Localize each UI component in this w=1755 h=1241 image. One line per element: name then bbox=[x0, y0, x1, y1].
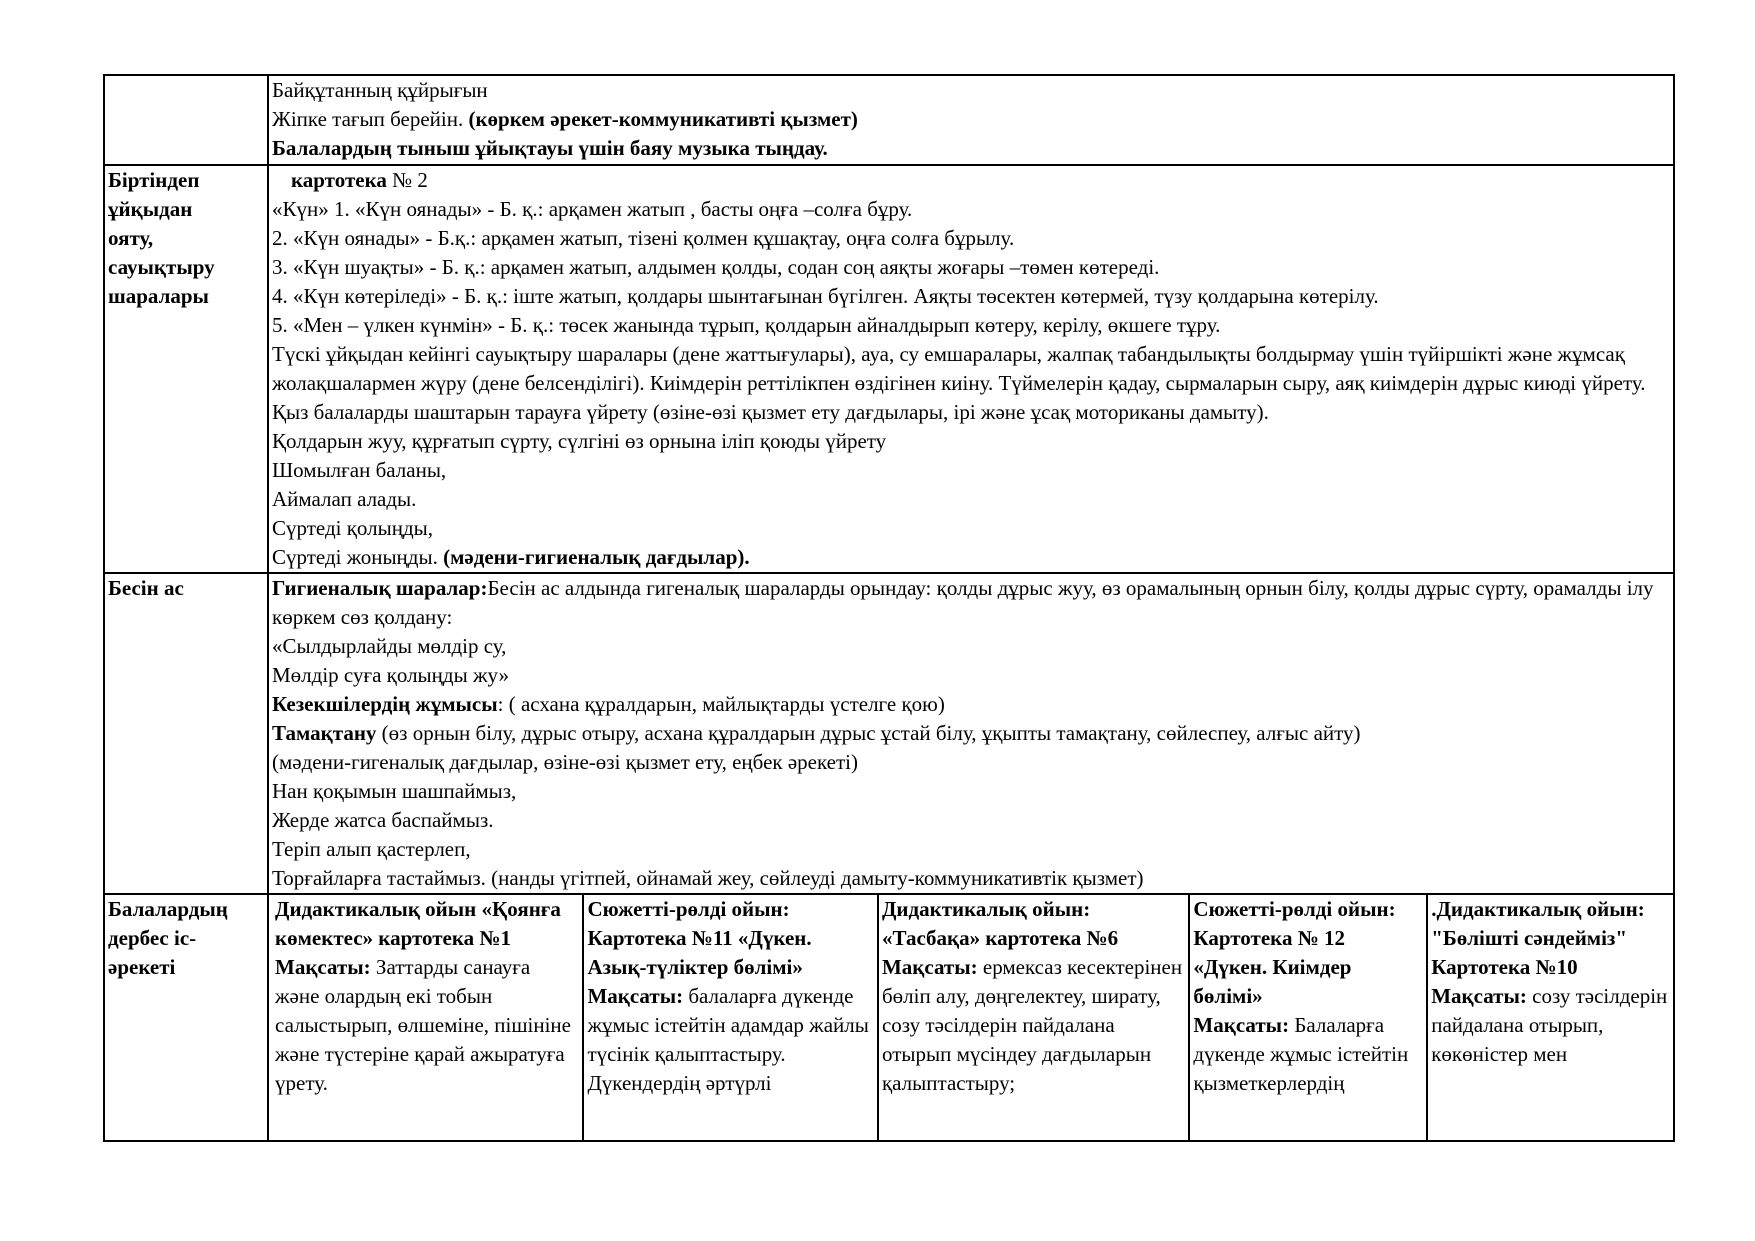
bold-fragment: (мәдени-гигиеналық дағдылар). bbox=[443, 545, 750, 569]
bold-fragment: Гигиеналық шаралар: bbox=[272, 576, 488, 600]
aim-text: ермексаз кесектерінен бөліп алу, дөңгелектеу, ширату, созу тәсілдерін пайдалана отырып мүсіндеу дағдыларын қалыптастыру; bbox=[881, 955, 1183, 1095]
aim-text: созу тәсілдерін пайдалана отырып, көкөністер мен bbox=[1431, 984, 1668, 1066]
exercise-item: 4. «Күн көтеріледі» - Б. қ.: іште жатып, қолдары шынтағынан бүгілген. Аяқты төсектен көтермей, түзу қолдарына көтерілу. bbox=[272, 284, 1379, 308]
game-column bbox=[877, 895, 1188, 1140]
aim-label: Мақсаты: bbox=[1193, 1013, 1290, 1037]
exercise-item: «Күн» 1. «Күн оянады» - Б. қ.: арқамен жатып , басты оңға –солға бұру. bbox=[272, 197, 913, 221]
game-title: Сюжетті-рөлді ойын: Картотека №11 «Дүкен. Азық-түліктер бөлімі» bbox=[587, 897, 812, 979]
text-fragment: : ( асхана құралдарын, майлықтарды үстелге қою) bbox=[497, 692, 945, 716]
exercise-item: 2. «Күн оянады» - Б.қ.: арқамен жатып, тізені қолмен құшақтау, оңға солға бұрылу. bbox=[272, 226, 1015, 250]
text-fragment: № 2 bbox=[386, 168, 428, 192]
bold-fragment: Тамақтану bbox=[272, 721, 377, 745]
verse-line: Теріп алып қастерлеп, bbox=[272, 837, 471, 861]
game-title: Сюжетті-рөлді ойын: Картотека № 12 «Дүкен. Киімдер бөлімі» bbox=[1193, 897, 1396, 1008]
row-content bbox=[268, 573, 1674, 894]
aim-text: Балаларға дүкенде жұмыс істейтін қызметкерлердің bbox=[1193, 1013, 1409, 1095]
label-line: дербес іс- bbox=[108, 926, 197, 950]
text-fragment: Жіпке тағып берейін. bbox=[272, 107, 469, 131]
text-line: Байқұтанның құйрығын bbox=[272, 78, 488, 102]
game-column bbox=[582, 895, 877, 1140]
poem-line: Шомылған баланы, bbox=[272, 458, 447, 482]
game-title: Дидактикалық ойын: «Тасбақа» картотека №6 bbox=[881, 897, 1119, 950]
row-content bbox=[268, 75, 1674, 165]
card-heading bbox=[272, 166, 1671, 195]
label-line: ұйқыдан bbox=[108, 197, 193, 221]
label-line: шаралары bbox=[108, 284, 209, 308]
exercise-item: 3. «Күн шуақты» - Б. қ.: арқамен жатып, алдымен қолды, содан соң аяқты жоғары –төмен көтереді. bbox=[272, 255, 1160, 279]
exercise-item: 5. «Мен – үлкен күнмін» - Б. қ.: төсек жанында тұрып, қолдарын айналдырып көтеру, керілу, өкшеге тұру. bbox=[272, 313, 1221, 337]
duty-line bbox=[272, 690, 1671, 719]
verse-line: Мөлдір суға қолыңды жу» bbox=[272, 663, 509, 687]
label-line: Біртіндеп bbox=[108, 168, 200, 192]
eating-line bbox=[272, 719, 1671, 748]
paragraph bbox=[272, 574, 1671, 632]
text-line bbox=[272, 105, 1671, 134]
aim-label: Мақсаты: bbox=[587, 984, 684, 1008]
game-column bbox=[1426, 895, 1671, 1140]
aim-label: Мақсаты: bbox=[275, 955, 371, 979]
row-label bbox=[104, 75, 268, 165]
row-label bbox=[104, 894, 268, 1141]
text-line: (мәдени-гигеналық дағдылар, өзіне-өзі қызмет ету, еңбек әрекеті) bbox=[272, 750, 859, 774]
row-lullaby bbox=[104, 75, 1674, 165]
aim-text: Заттарды санауға және олардың екі тобын салыстырып, өлшеміне, пішініне және түстеріне қарай ажыратуға үрету. bbox=[275, 955, 571, 1095]
row-label bbox=[104, 165, 268, 573]
row-independent-activity bbox=[104, 894, 1674, 1141]
games-cell bbox=[268, 894, 1674, 1141]
aim-text: балаларға дүкенде жұмыс істейтін адамдар жайлы түсінік қалыптастыру. Дүкендердің әртүрлі bbox=[587, 984, 869, 1095]
game-title: .Дидактикалық ойын: "Бөлішті сәндейміз" Картотека №10 bbox=[1431, 897, 1645, 979]
bold-line: Балалардың тыныш ұйықтауы үшін баяу музыка тыңдау. bbox=[272, 136, 828, 160]
bold-fragment: (көркем әрекет-коммуникативті қызмет) bbox=[468, 107, 858, 131]
label-line: Балалардың bbox=[108, 897, 228, 921]
paragraph: Түскі ұйқыдан кейінгі сауықтыру шаралары (дене жаттығулары), ауа, су емшаралары, жалпақ табандылықты болдырмау үшін түйіршікті және жұмсақ жолақшалармен жүру (дене белсенділігі). Киімдерін реттілікпен өздігінен киіну. Түймелерін қадау, сырмаларын сыру, аяқ киімдерін дұрыс киюді үйрету. Қыз балаларды шаштарын тарауға үйрету (өзіне-өзі қызмет ету дағдылары, ірі және ұсақ моториканы дамыту). bbox=[272, 342, 1646, 424]
row-afternoon-snack bbox=[104, 573, 1674, 894]
row-label: Бесін ас bbox=[104, 573, 268, 894]
poem-line: Қолдарын жуу, құрғатып сүрту, сүлгіні өз орнына іліп қоюды үйрету bbox=[272, 429, 887, 453]
verse-line: «Сылдырлайды мөлдір су, bbox=[272, 634, 507, 658]
row-content bbox=[268, 165, 1674, 573]
games-columns bbox=[272, 895, 1671, 1140]
poem-line: Сүртеді қолыңды, bbox=[272, 516, 434, 540]
text-fragment: Сүртеді жоныңды. bbox=[272, 545, 444, 569]
bold-fragment: Кезекшілердің жұмысы bbox=[272, 692, 498, 716]
daily-plan-table bbox=[103, 74, 1675, 1142]
game-column bbox=[272, 895, 582, 1140]
verse-line: Нан қоқымын шашпаймыз, bbox=[272, 779, 517, 803]
bold-fragment: картотека bbox=[291, 168, 387, 192]
label-line: ояту, bbox=[108, 226, 154, 250]
poem-line bbox=[272, 543, 1671, 572]
row-wakeup bbox=[104, 165, 1674, 573]
game-column bbox=[1188, 895, 1426, 1140]
text-fragment: Бесін ас алдында гигеналық шараларды орындау: қолды дұрыс жуу, өз орамалының орнын білу, қолды дұрыс сүрту, орамалды ілу көркем сөз қолдану: bbox=[272, 576, 1654, 629]
aim-label: Мақсаты: bbox=[881, 955, 978, 979]
game-title: Дидактикалық ойын «Қоянға көмектес» картотека №1 bbox=[275, 897, 561, 950]
aim-label: Мақсаты: bbox=[1431, 984, 1527, 1008]
label-line: сауықтыру bbox=[108, 255, 215, 279]
verse-line: Торғайларға тастаймыз. (нанды үгітпей, ойнамай жеу, сөйлеуді дамыту-коммуникативтік қызмет) bbox=[272, 866, 1144, 890]
text-fragment: (өз орнын білу, дұрыс отыру, асхана құралдарын дұрыс ұстай білу, ұқыпты тамақтану, сөйлеспеу, алғыс айту) bbox=[376, 721, 1361, 745]
label-line: әрекеті bbox=[108, 955, 176, 979]
verse-line: Жерде жатса баспаймыз. bbox=[272, 808, 494, 832]
poem-line: Аймалап алады. bbox=[272, 487, 417, 511]
